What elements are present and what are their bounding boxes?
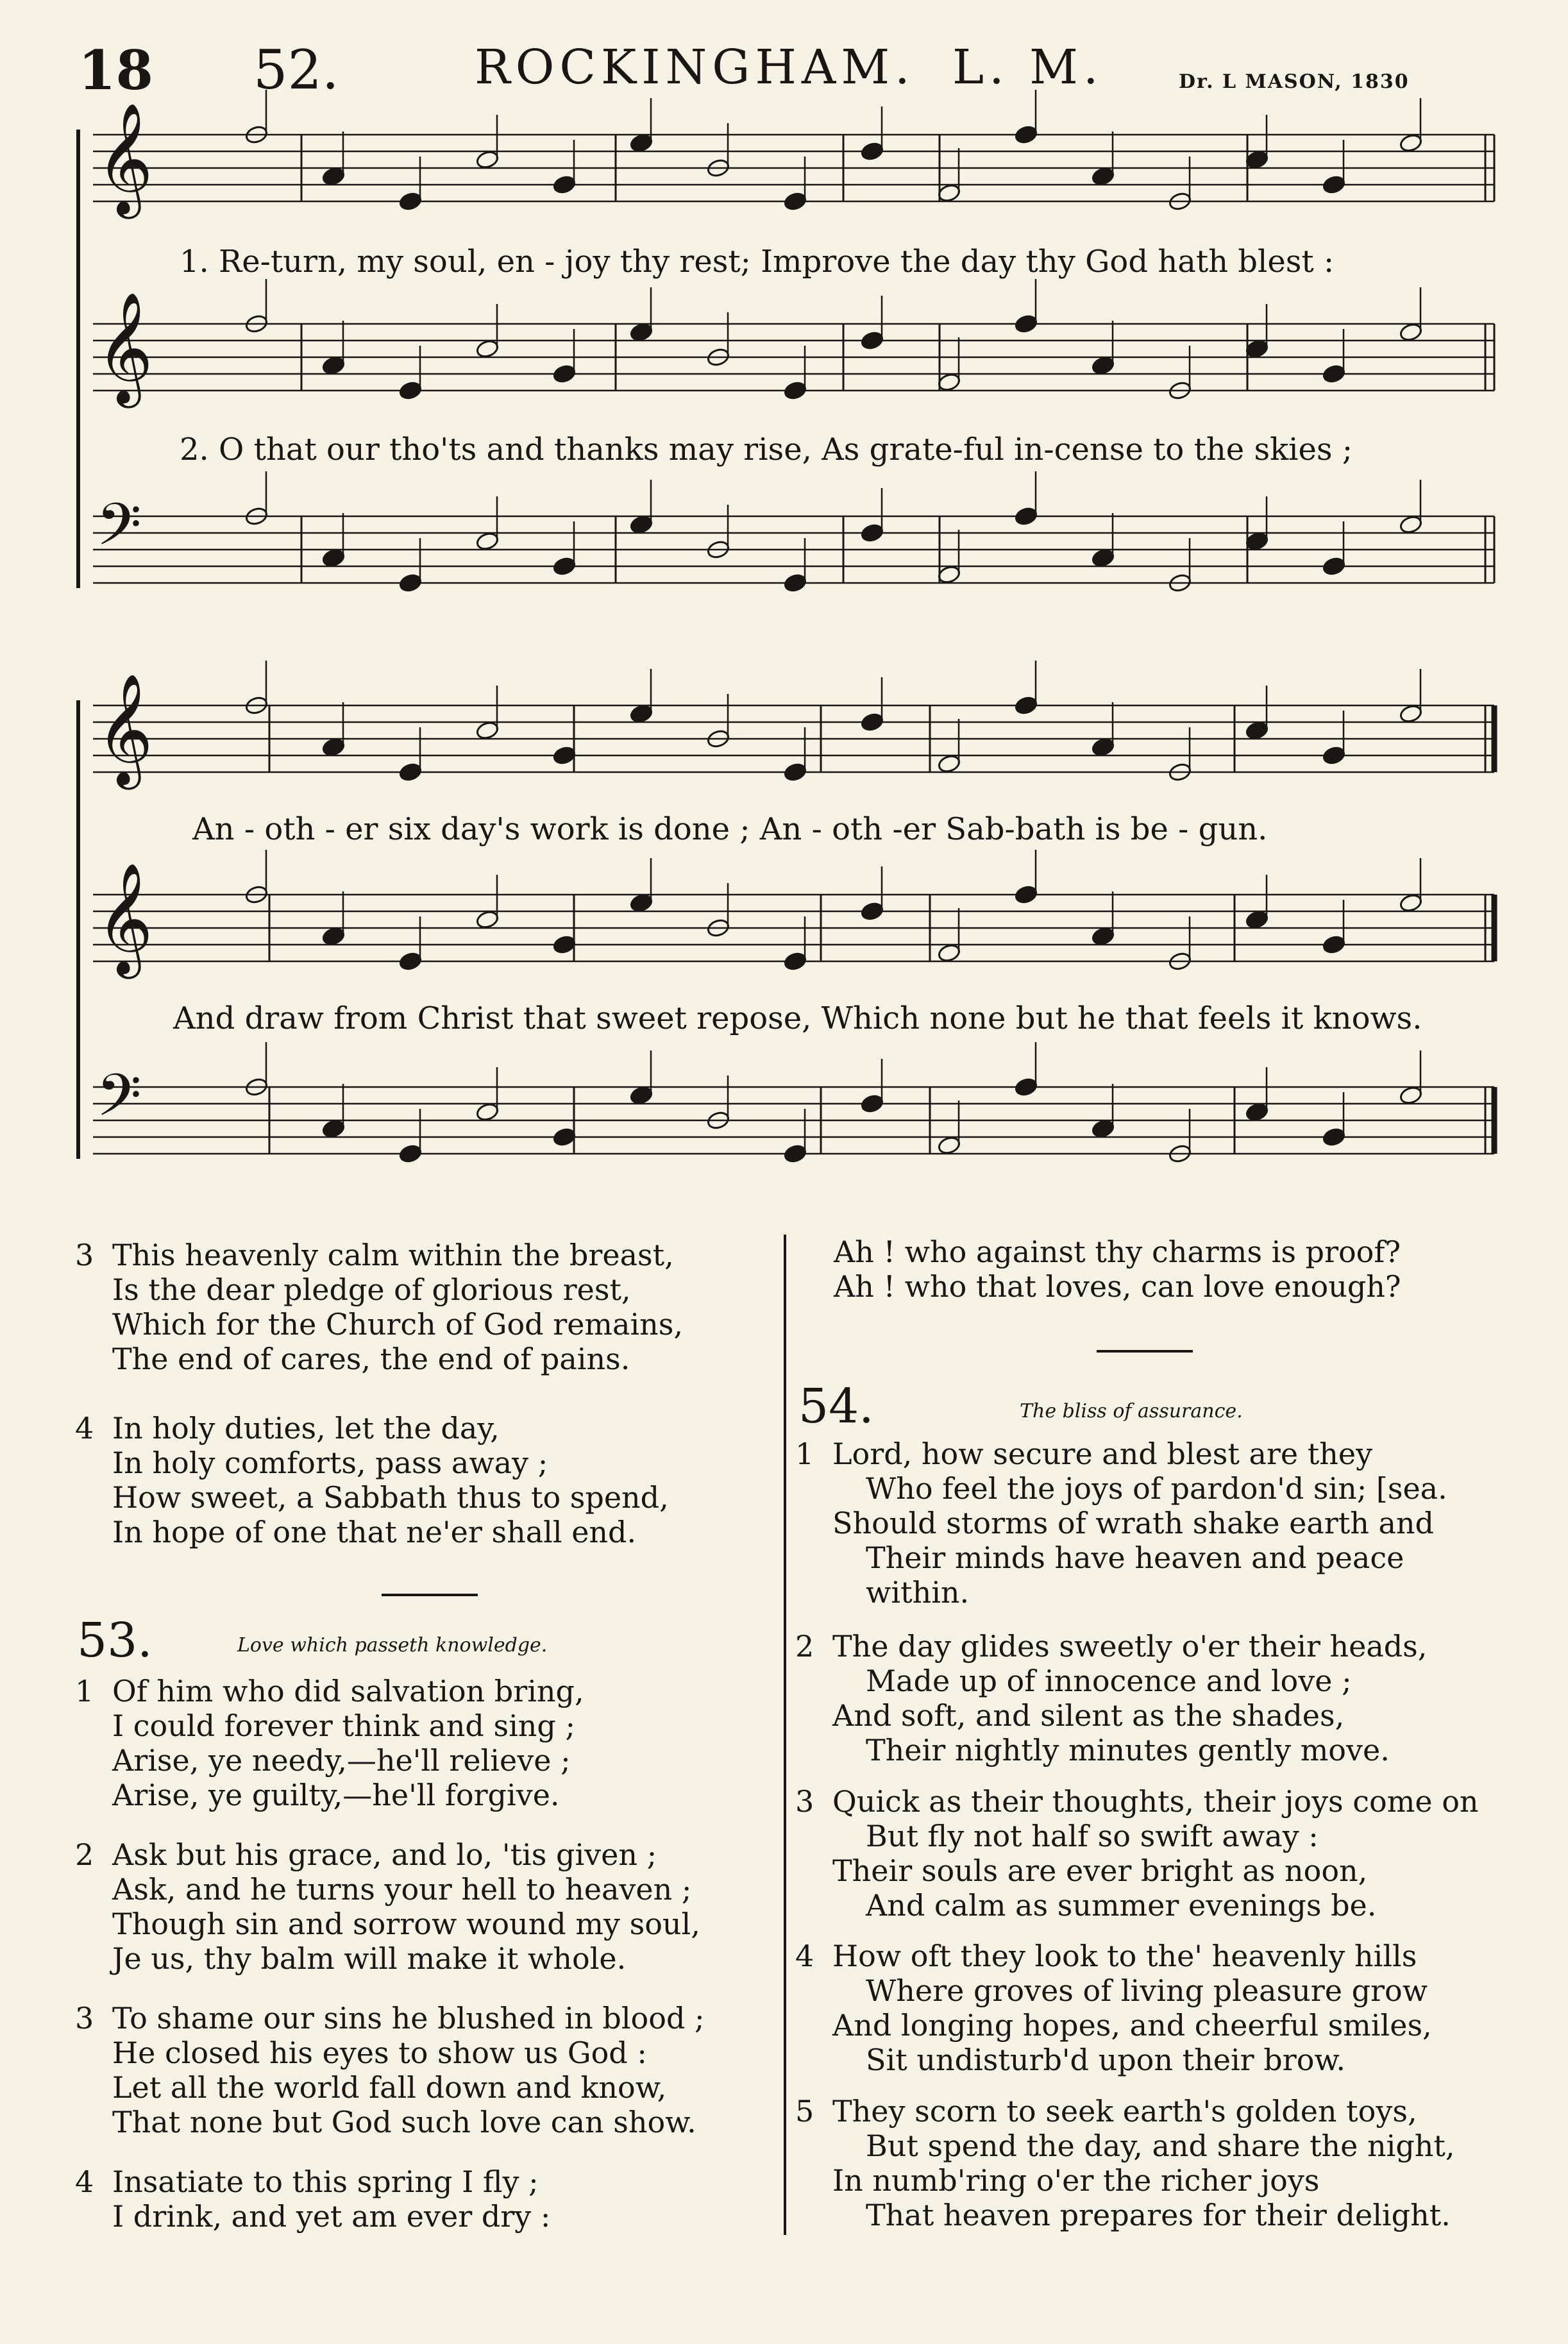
hymn53-verse-4-part-1: 4 Insatiate to this spring I fly ; I drink, and yet am ever dry :: [75, 2164, 551, 2234]
note: [783, 1143, 807, 1164]
treble-clef-icon: 𝄞: [96, 292, 153, 403]
hymn53-verse-3: 3 To shame our sins he blushed in blood ; He closed his eyes to show us God : Let all the world fall down and know, That none but God such love can show.: [75, 2001, 705, 2139]
note: [398, 1143, 423, 1164]
note: [1399, 1085, 1423, 1106]
note: [1245, 1102, 1269, 1122]
note: [1245, 909, 1269, 930]
note: [552, 934, 577, 955]
bass-clef-icon: 𝄢: [96, 491, 142, 573]
hymn-number-53: 53.: [77, 1613, 153, 1668]
note: [1322, 174, 1346, 195]
hymn52-verse-4: 4 In holy duties, let the day, In holy comforts, pass away ; How sweet, a Sabbath thus to spend, In hope of one that ne'er shall end.: [75, 1411, 669, 1549]
note: [1399, 133, 1423, 153]
note: [860, 141, 884, 162]
note: [1245, 339, 1269, 359]
note: [937, 564, 961, 585]
note: [1399, 514, 1423, 535]
note: [321, 548, 346, 568]
note: [552, 745, 577, 766]
note: [1322, 556, 1346, 577]
note: [1322, 745, 1346, 766]
note: [860, 523, 884, 543]
note: [1014, 124, 1038, 145]
note: [1091, 926, 1115, 947]
note: [321, 166, 346, 187]
hymn53-verse-2: 2 Ask but his grace, and lo, 'tis given ; Ask, and he turns your hell to heaven ; Though sin and sorrow wound my soul, Je us, thy balm will make it whole.: [75, 1837, 700, 1976]
note: [552, 364, 577, 384]
note: [1091, 355, 1115, 376]
tune-name: ROCKINGHAM.: [475, 40, 915, 95]
hymn-number-52: 52.: [253, 38, 339, 101]
lyrics-line-3: An - oth - er six day's work is done ; An - oth -er Sab-bath is be - gun.: [192, 811, 1268, 847]
lyrics-line-4: And draw from Christ that sweet repose, Which none but he that feels it knows.: [173, 1000, 1422, 1036]
note: [475, 720, 500, 741]
lyrics-line-1: 1. Re-turn, my soul, en - joy thy rest; Improve the day thy God hath blest :: [180, 244, 1335, 280]
composer-credit: Dr. L MASON, 1830: [1179, 71, 1410, 93]
note: [552, 1127, 577, 1147]
note: [552, 174, 577, 195]
note: [321, 1118, 346, 1139]
treble-clef-icon: 𝄞: [96, 103, 153, 214]
hymn54-verse-3: 3 Quick as their thoughts, their joys come on But fly not half so swift away : Their souls are ever bright as noon, And calm as summer evenings be.: [795, 1784, 1479, 1923]
note: [321, 926, 346, 947]
hymn54-verse-5: 5 They scorn to seek earth's golden toys, But spend the day, and share the night, In numb'ring o'er the richer joys That heaven prepares for their delight.: [795, 2094, 1455, 2232]
note: [629, 322, 653, 342]
note: [1322, 934, 1346, 955]
note: [398, 951, 423, 972]
note: [1399, 893, 1423, 913]
note: [783, 380, 807, 401]
note: [629, 893, 653, 913]
note: [1014, 695, 1038, 716]
note: [1322, 1127, 1346, 1147]
note: [1399, 704, 1423, 724]
hymn53-verse-4-part-2: Ah ! who against thy charms is proof? Ah ! who that loves, can love enough?: [834, 1235, 1401, 1304]
page-number: 18: [78, 38, 153, 102]
note: [1091, 166, 1115, 187]
note: [937, 183, 961, 203]
hymn53-verse-1: 1 Of him who did salvation bring, I could forever think and sing ; Arise, ye needy,—he'll relieve ; Arise, ye guilty,—he'll forgive.: [75, 1674, 584, 1812]
bass-clef-icon: 𝄢: [96, 1061, 142, 1143]
hymn54-verse-1: 1 Lord, how secure and blest are they Who feel the joys of pardon'd sin; [sea. Should storms of wrath shake earth and Their minds have heaven and peace within.: [795, 1437, 1447, 1610]
note: [860, 712, 884, 732]
note: [321, 355, 346, 376]
note: [1245, 531, 1269, 552]
note: [1091, 737, 1115, 757]
note: [783, 762, 807, 782]
hymn52-verse-3: 3 This heavenly calm within the breast, Is the dear pledge of glorious rest, Which for the Church of God remains, The end of cares, the end of pains.: [75, 1238, 684, 1376]
note: [783, 951, 807, 972]
note: [475, 1102, 500, 1122]
treble-clef-icon: 𝄞: [96, 863, 153, 974]
note: [1091, 548, 1115, 568]
note: [860, 1093, 884, 1114]
note: [783, 573, 807, 593]
column-divider: [784, 1235, 786, 2235]
note: [1014, 884, 1038, 905]
note: [937, 943, 961, 963]
note: [398, 762, 423, 782]
note: [629, 133, 653, 153]
note: [783, 191, 807, 212]
note: [937, 754, 961, 774]
note: [398, 573, 423, 593]
note: [1091, 1118, 1115, 1139]
hymn-number-54: 54.: [798, 1379, 874, 1434]
lyrics-line-2: 2. O that our tho'ts and thanks may rise, As grate-ful in-cense to the skies ;: [180, 432, 1353, 468]
note: [475, 339, 500, 359]
note: [629, 514, 653, 535]
note: [1014, 314, 1038, 334]
note: [860, 330, 884, 351]
separator-rule: [382, 1594, 478, 1596]
hymn54-subtitle: The bliss of assurance.: [1020, 1400, 1243, 1422]
note: [398, 191, 423, 212]
note: [629, 1085, 653, 1106]
hymn54-verse-2: 2 The day glides sweetly o'er their heads, Made up of innocence and love ; And soft, and silent as the shades, Their nightly minutes gently move.: [795, 1629, 1428, 1767]
note: [860, 901, 884, 922]
note: [937, 1135, 961, 1156]
note: [475, 149, 500, 170]
note: [552, 556, 577, 577]
hymn54-verse-4: 4 How oft they look to the' heavenly hills Where groves of living pleasure grow And longing hopes, and cheerful smiles, Sit undisturb'd upon their brow.: [795, 1939, 1432, 2077]
note: [1245, 149, 1269, 170]
note: [937, 372, 961, 392]
note: [321, 737, 346, 757]
note: [1014, 506, 1038, 527]
separator-rule-2: [1097, 1350, 1193, 1353]
meter: L. M.: [952, 40, 1104, 95]
note: [398, 380, 423, 401]
note: [1399, 322, 1423, 342]
note: [475, 531, 500, 552]
note: [1245, 720, 1269, 741]
note: [629, 704, 653, 724]
note: [1322, 364, 1346, 384]
note: [475, 909, 500, 930]
treble-clef-icon: 𝄞: [96, 673, 153, 785]
note: [1014, 1077, 1038, 1097]
hymn53-subtitle: Love which passeth knowledge.: [237, 1634, 548, 1657]
